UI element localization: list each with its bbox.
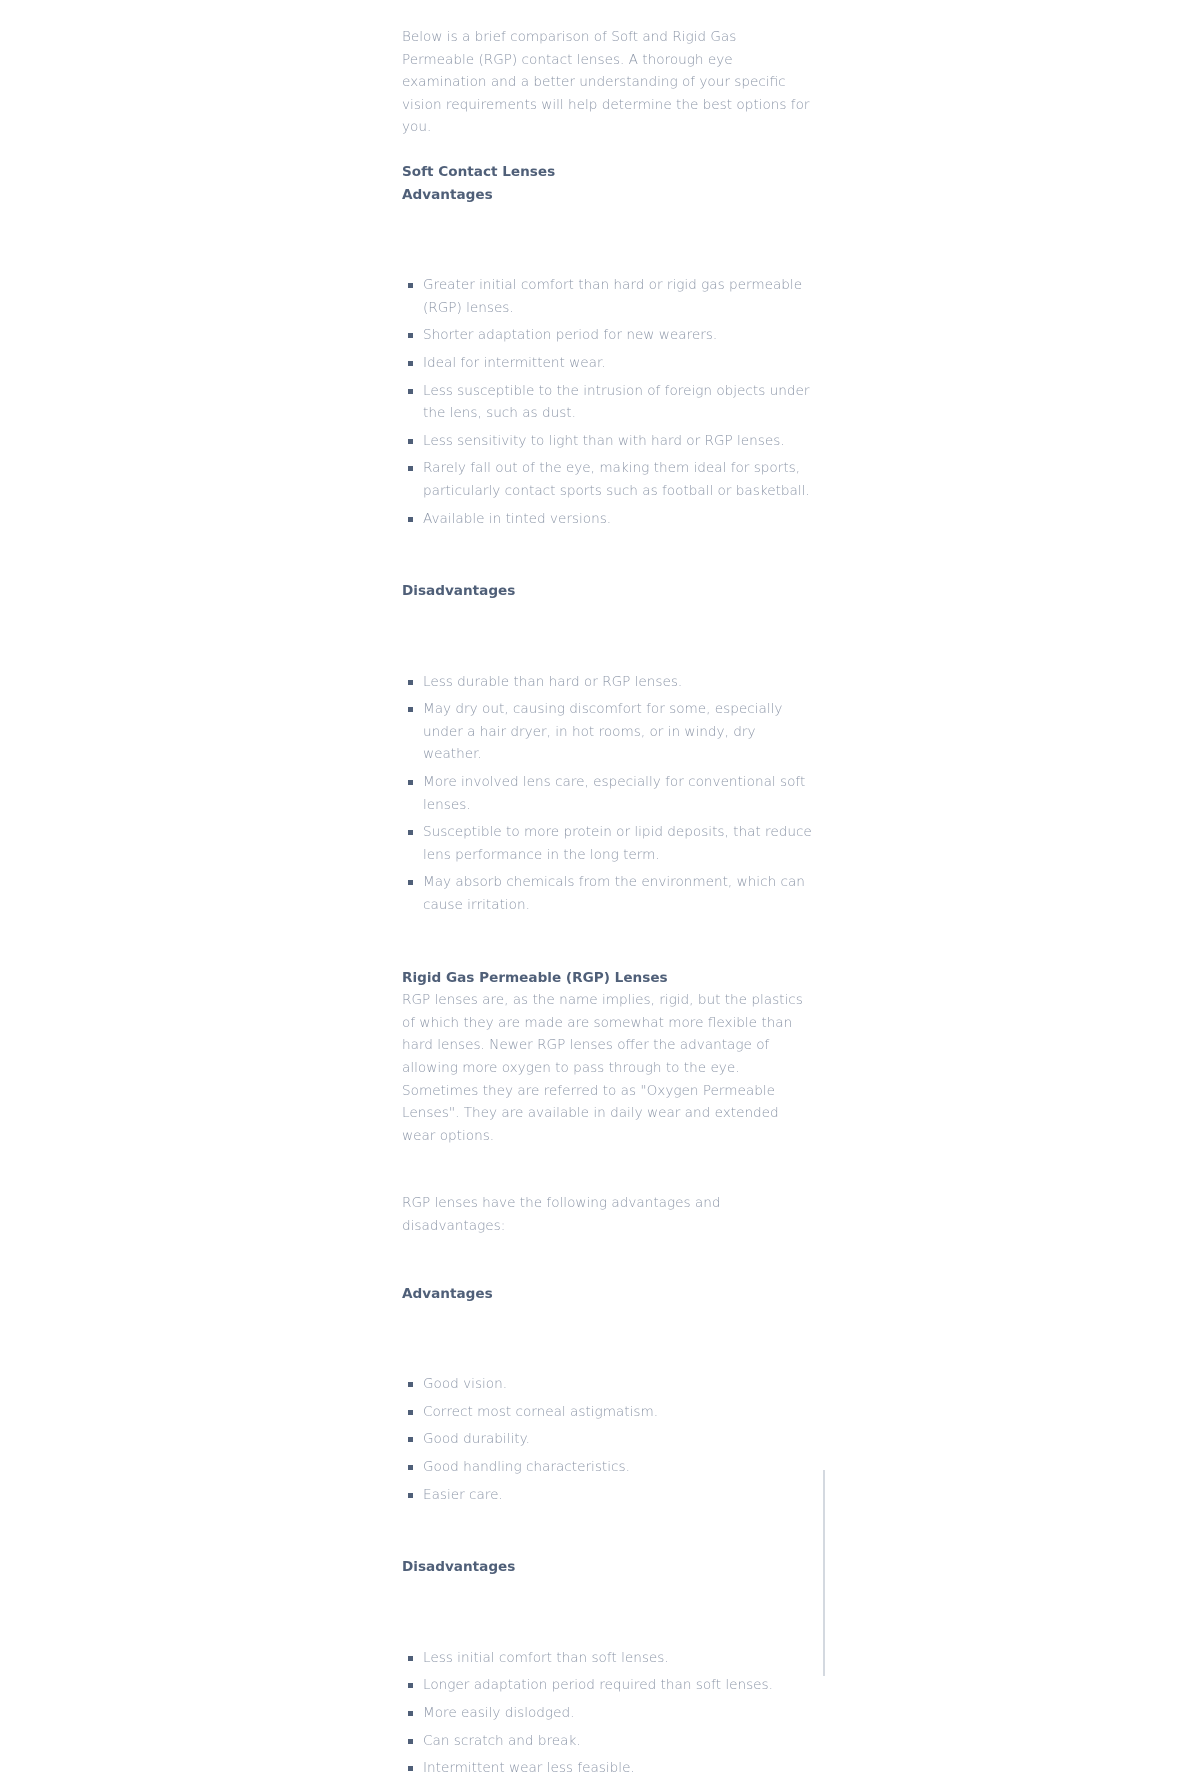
list-item: Easier care.	[402, 1484, 812, 1507]
list-item: Ideal for intermittent wear.	[402, 352, 812, 375]
soft-advantages-list	[402, 274, 812, 530]
list-item: May dry out, causing discomfort for some, especially under a hair dryer, in hot rooms, or in windy, dry weather.	[402, 698, 812, 766]
rgp-advantages-heading: Advantages	[402, 1285, 493, 1302]
rgp-lenses-title: Rigid Gas Permeable (RGP) Lenses	[402, 969, 668, 986]
intro-paragraph: Below is a brief comparison of Soft and Rigid Gas Permeable (RGP) contact lenses. A thorough eye examination and a better understanding of your specific vision requirements will help determine the best options for you.	[402, 29, 810, 136]
list-item: More involved lens care, especially for conventional soft lenses.	[402, 771, 812, 816]
list-item: More easily dislodged.	[402, 1702, 812, 1725]
list-item: May absorb chemicals from the environment, which can cause irritation.	[402, 871, 812, 916]
vertical-divider	[823, 1470, 825, 1676]
article-content	[402, 26, 812, 1785]
list-item: Rarely fall out of the eye, making them ideal for sports, particularly contact sports such as football or basketball.	[402, 457, 812, 502]
list-item: Good handling characteristics.	[402, 1456, 812, 1479]
list-item: Susceptible to more protein or lipid deposits, that reduce lens performance in the long term.	[402, 821, 812, 866]
list-item: Less susceptible to the intrusion of foreign objects under the lens, such as dust.	[402, 380, 812, 425]
list-item: Intermittent wear less feasible.	[402, 1757, 812, 1780]
list-item: Less initial comfort than soft lenses.	[402, 1647, 812, 1670]
list-item: Less durable than hard or RGP lenses.	[402, 671, 812, 694]
list-item: Good vision.	[402, 1373, 812, 1396]
list-item: Greater initial comfort than hard or rigid gas permeable (RGP) lenses.	[402, 274, 812, 319]
list-item: Correct most corneal astigmatism.	[402, 1401, 812, 1424]
soft-advantages-heading: Advantages	[402, 186, 493, 203]
list-item: Less sensitivity to light than with hard or RGP lenses.	[402, 430, 812, 453]
rgp-disadvantages-heading: Disadvantages	[402, 1559, 516, 1576]
rgp-disadvantages-list	[402, 1647, 812, 1780]
soft-disadvantages-heading: Disadvantages	[402, 583, 516, 600]
soft-disadvantages-list	[402, 671, 812, 917]
list-item: Good durability.	[402, 1428, 812, 1451]
list-item: Shorter adaptation period for new wearers.	[402, 324, 812, 347]
rgp-description: RGP lenses are, as the name implies, rigid, but the plastics of which they are made are somewhat more flexible than hard lenses. Newer RGP lenses offer the advantage of allowing more oxygen to pass through to the eye. Sometimes they are referred to as "Oxygen Permeable Lenses". They are available in daily wear and extended wear options.	[402, 992, 803, 1144]
list-item: Longer adaptation period required than soft lenses.	[402, 1674, 812, 1697]
rgp-summary: RGP lenses have the following advantages and disadvantages:	[402, 1195, 721, 1234]
soft-lenses-title: Soft Contact Lenses	[402, 163, 556, 180]
list-item: Can scratch and break.	[402, 1730, 812, 1753]
rgp-advantages-list	[402, 1373, 812, 1506]
list-item: Available in tinted versions.	[402, 508, 812, 531]
